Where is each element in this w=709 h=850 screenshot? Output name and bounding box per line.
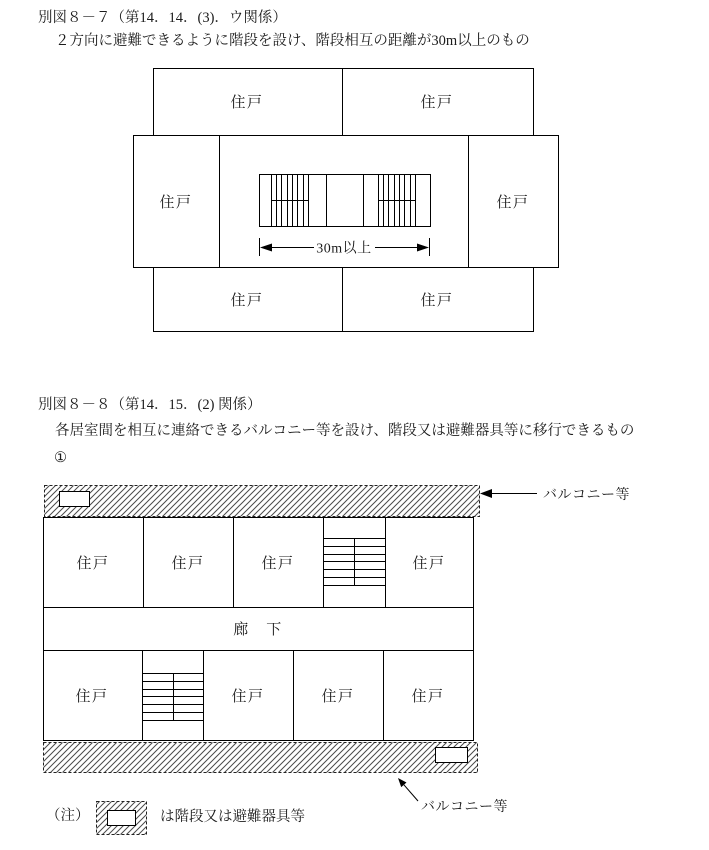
unit-label: 住戸 <box>321 689 355 705</box>
unit-label: 住戸 <box>75 689 109 705</box>
stair-core <box>260 175 431 227</box>
unit-label: 住戸 <box>231 689 265 705</box>
arrowhead-left <box>480 489 492 498</box>
balcony-label-bottom: バルコニー等 <box>421 800 508 815</box>
unit-label: 住戸 <box>420 293 454 309</box>
stair-cell-upper <box>324 539 386 586</box>
building-outline-1 <box>134 69 559 332</box>
balcony-strip-top <box>45 486 480 517</box>
unit-label: 住戸 <box>261 556 295 572</box>
arrowhead-right <box>417 244 429 252</box>
section1-description: ２方向に避難できるように階段を設け、階段相互の距離が30m以上のもの <box>55 33 530 49</box>
escape-equipment-symbol <box>436 748 468 763</box>
section2-description: 各居室間を相互に連絡できるバルコニー等を設け、階段又は避難器具等に移行できるもの <box>55 423 635 439</box>
section2-item-number: ① <box>54 450 67 466</box>
balcony-callout-bottom <box>398 778 508 815</box>
unit-label: 住戸 <box>159 195 193 211</box>
diagram-stair-distance <box>133 68 559 333</box>
escape-equipment-symbol <box>108 811 136 826</box>
balcony-strip-bottom <box>44 743 478 773</box>
unit-label: 住戸 <box>230 95 264 111</box>
unit-label: 住戸 <box>411 689 445 705</box>
section2-heading: 別図８－８（第14．15．(2) 関係） <box>38 397 262 413</box>
stair-cell-lower <box>143 674 204 721</box>
section1-heading: 別図８－７（第14．14．(3)．ウ関係） <box>38 10 287 26</box>
unit-label: 住戸 <box>412 556 446 572</box>
unit-label: 住戸 <box>230 293 264 309</box>
legend-swatch <box>95 800 149 837</box>
stair-treads-left <box>272 175 309 227</box>
balcony-callout-top <box>480 487 630 503</box>
note-prefix: （注） <box>46 808 90 824</box>
arrowhead-left <box>260 244 272 252</box>
diagram-balcony-plan <box>40 483 662 829</box>
unit-label: 住戸 <box>76 556 110 572</box>
unit-label: 住戸 <box>171 556 205 572</box>
balcony-label-top: バルコニー等 <box>543 488 630 503</box>
unit-label: 住戸 <box>420 95 454 111</box>
note-text: は階段又は避難器具等 <box>160 809 305 825</box>
escape-equipment-symbol <box>60 492 90 507</box>
corridor-label: 廊 下 <box>233 622 283 638</box>
unit-label: 住戸 <box>496 195 530 211</box>
dimension-label: 30m以上 <box>316 241 372 257</box>
stair-treads-right <box>379 175 416 227</box>
